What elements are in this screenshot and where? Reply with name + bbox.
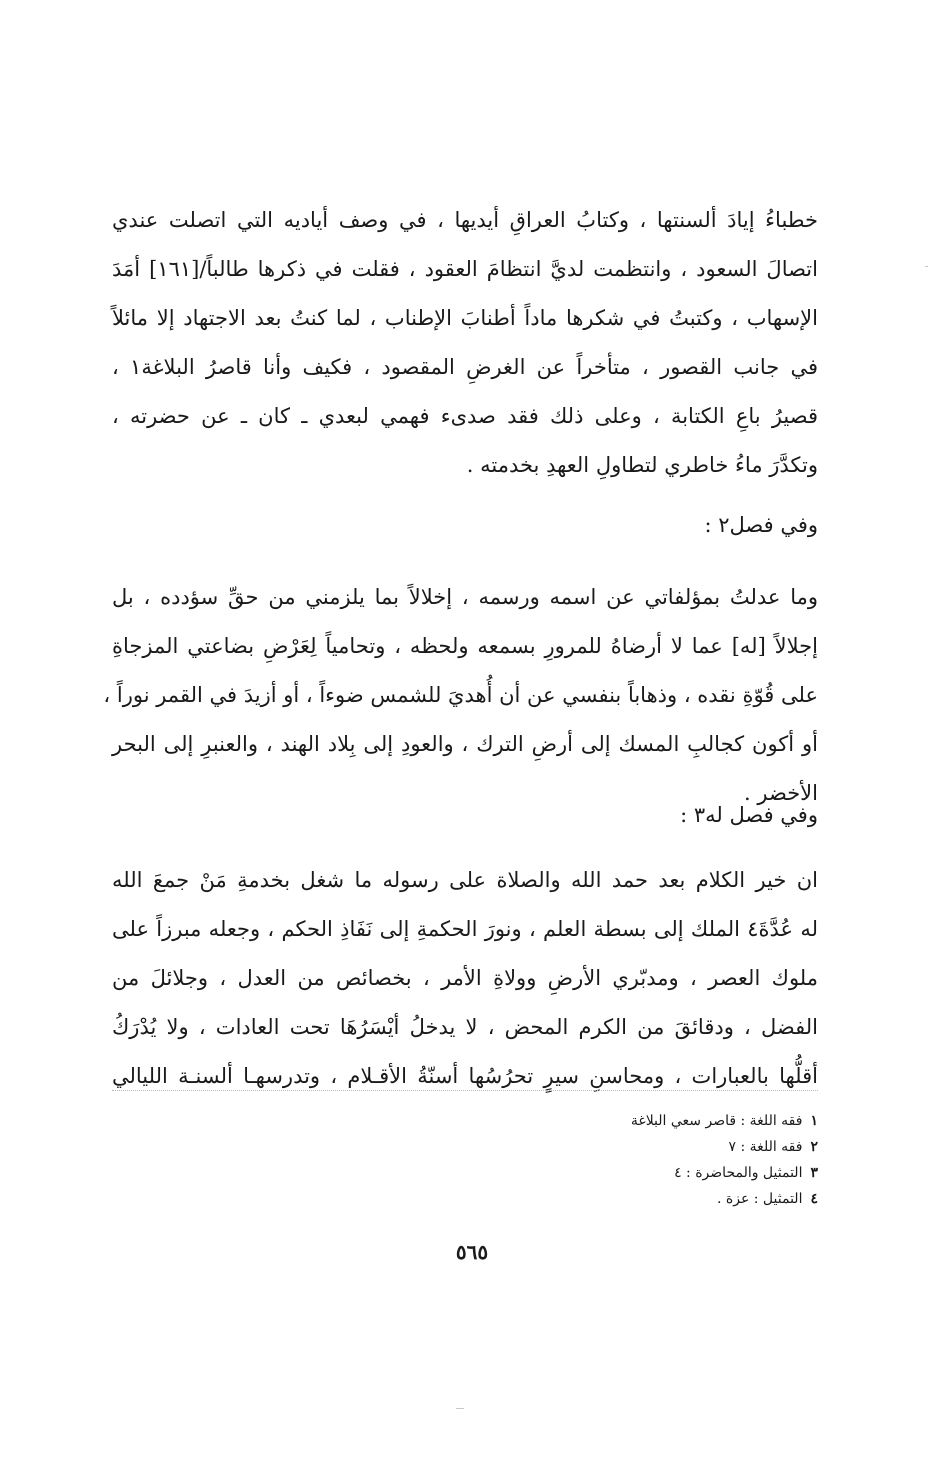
text-line: في جانب القصور ، متأخراً عن الغرضِ المقصود ، فكيف وأنا قاصرُ البلاغة١ ،: [112, 355, 818, 379]
footnote-item: [631, 1160, 818, 1186]
scan-speck: [925, 266, 928, 267]
footnotes: [631, 1108, 818, 1212]
text-line: الأخضر .: [744, 781, 818, 805]
footnote-number: ١: [810, 1113, 818, 1129]
footnote-number: ٤: [810, 1191, 818, 1207]
text-line: إجلالاً [له] عما لا أرضاهُ للمرورِ بسمعه ولحظه ، وتحامياً لِعَرْضِ بضاعتي المزجاةِ: [112, 634, 818, 658]
page-number: ٥٦٥: [455, 1240, 489, 1264]
text-line: وتكدَّرَ ماءُ خاطري لتطاولِ العهدِ بخدمته .: [466, 453, 818, 477]
section-heading-2: وفي فصل له٣ :: [680, 803, 818, 827]
footnote-number: ٣: [810, 1165, 818, 1181]
footnote-item: [631, 1134, 818, 1160]
footnote-item: [631, 1108, 818, 1134]
footnote-text: فقه اللغة : ٧: [728, 1139, 803, 1155]
text-line: له عُدَّةَ٤ الملك إلى بسطة العلم ، ونورَ الحكمةِ إلى نَفَاذِ الحكم ، وجعله مبرزاً على: [112, 917, 818, 941]
footnote-text: فقه اللغة : قاصر سعي البلاغة: [630, 1113, 803, 1129]
text-line: خطباءُ إيادَ ألسنتها ، وكتابُ العراقِ أيديها ، في وصف أياديه التي اتصلت عندي: [112, 208, 818, 232]
footnote-item: [631, 1186, 818, 1212]
paragraph-1: [112, 196, 818, 490]
section-heading-1: وفي فصل٢ :: [704, 513, 818, 537]
text-line: ملوك العصر ، ومدبّري الأرضِ وولاةِ الأمر ، بخصائص من العدل ، وجلائلَ من: [112, 966, 818, 990]
text-line: قصيرُ باعِ الكتابة ، وعلى ذلك فقد صدىء فهمي لبعدي ـ كان ـ عن حضرته ،: [112, 404, 818, 428]
text-line: أقلُّها بالعبارات ، ومحاسنِ سيرٍ تحرُسُها أسنّةُ الأقـلام ، وتدرسهـا ألسنـة الليالي: [112, 1064, 818, 1088]
footnote-number: ٢: [810, 1139, 818, 1155]
text-line: اتصالَ السعود ، وانتظمت لديَّ انتظامَ العقود ، فقلت في ذكرها طالباً/[١٦١] أمَدَ: [112, 257, 818, 281]
text-line: على قُوّةِ نقده ، وذهاباً بنفسي عن أن أُهديَ للشمس ضوءاً ، أو أزيدَ في القمر نوراً ،: [103, 683, 818, 707]
text-line: ان خير الكلام بعد حمد الله والصلاة على رسوله ما شغل بخدمةِ مَنْ جمعَ الله: [112, 868, 818, 892]
footnote-text: التمثيل : عزة .: [717, 1191, 803, 1207]
text-line: الإسهاب ، وكتبتُ في شكرها ماداً أطنابَ الإطناب ، لما كنتُ بعد الاجتهاد إلا مائلاً: [112, 306, 818, 330]
text-line: أو أكون كجالبِ المسك إلى أرضِ الترك ، والعودِ إلى بِلاد الهند ، والعنبرِ إلى البحر: [112, 732, 818, 756]
scan-speck: [456, 1408, 464, 1409]
footnote-divider: [112, 1090, 818, 1091]
footnote-text: التمثيل والمحاضرة : ٤: [674, 1165, 803, 1181]
text-line: الفضل ، ودقائقَ من الكرم المحض ، لا يدخلُ أيْسَرُهَا تحت العادات ، ولا يُدْرَكُ: [112, 1015, 818, 1039]
paragraph-2: [103, 573, 818, 818]
text-line: وما عدلتُ بمؤلفاتي عن اسمه ورسمه ، إخلالاً بما يلزمني من حقِّ سؤدده ، بل: [112, 585, 818, 609]
paragraph-3: [112, 856, 818, 1101]
